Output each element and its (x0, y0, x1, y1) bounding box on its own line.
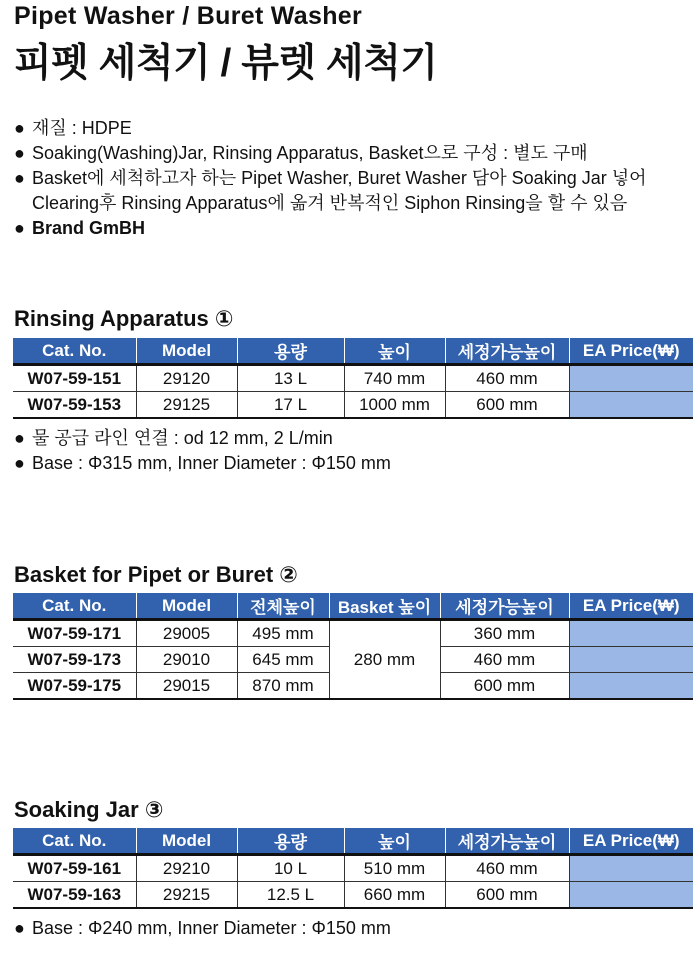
total-height-cell: 645 mm (237, 647, 329, 673)
col-header-basket-height: Basket 높이 (329, 593, 440, 620)
intro-bullet-components: ● Soaking(Washing)Jar, Rinsing Apparatus, Basket으로 구성 : 별도 구매 (14, 141, 647, 166)
intro-bullet-usage: ● Basket에 세척하고자 하는 Pipet Washer, Buret Washer 담아 Soaking Jar 넣어 (14, 166, 647, 191)
model-cell: 29010 (136, 647, 237, 673)
basket-height-cell: 280 mm (329, 620, 440, 700)
model-cell: 29210 (136, 855, 237, 882)
table-header-row (13, 338, 693, 365)
price-cell (569, 620, 693, 647)
clean-height-cell: 360 mm (440, 620, 569, 647)
bullet-icon: ● (14, 918, 25, 938)
price-cell (569, 647, 693, 673)
rinsing-table (13, 338, 693, 419)
height-cell: 740 mm (344, 365, 445, 392)
clean-height-cell: 460 mm (445, 365, 569, 392)
cat-no-cell: W07-59-171 (13, 620, 136, 647)
clean-height-cell: 600 mm (445, 882, 569, 909)
cat-no-cell: W07-59-151 (13, 365, 136, 392)
capacity-cell: 13 L (237, 365, 344, 392)
intro-bullet-material: ● 재질 : HDPE (14, 116, 647, 141)
total-height-cell: 870 mm (237, 673, 329, 700)
table-header-row (13, 593, 693, 620)
section-title-basket: Basket for Pipet or Buret ② (14, 562, 298, 587)
cat-no-cell: W07-59-153 (13, 392, 136, 419)
col-header-model: Model (136, 593, 237, 620)
table-row (13, 882, 693, 909)
bullet-icon: ● (14, 453, 25, 473)
intro-bullets (14, 116, 647, 241)
model-cell: 29215 (136, 882, 237, 909)
height-cell: 660 mm (344, 882, 445, 909)
col-header-price: EA Price(₩) (569, 338, 693, 365)
bullet-icon: ● (14, 143, 25, 163)
col-header-cat-no: Cat. No. (13, 338, 136, 365)
rinsing-note-water: ● 물 공급 라인 연결 : od 12 mm, 2 L/min (14, 426, 391, 451)
col-header-height: 높이 (344, 828, 445, 855)
basket-table (13, 593, 693, 700)
model-cell: 29125 (136, 392, 237, 419)
col-header-capacity: 용량 (237, 338, 344, 365)
intro-bullet-usage-continued: Clearing후 Rinsing Apparatus에 옮겨 반복적인 Siphon Rinsing을 할 수 있음 (32, 193, 628, 213)
col-header-price: EA Price(₩) (569, 593, 693, 620)
price-cell (569, 855, 693, 882)
col-header-model: Model (136, 338, 237, 365)
bullet-icon: ● (14, 428, 25, 448)
clean-height-cell: 600 mm (440, 673, 569, 700)
model-cell: 29005 (136, 620, 237, 647)
col-header-clean-height: 세정가능높이 (445, 338, 569, 365)
page-title-english: Pipet Washer / Buret Washer (14, 2, 362, 30)
col-header-total-height: 전체높이 (237, 593, 329, 620)
model-cell: 29120 (136, 365, 237, 392)
clean-height-cell: 460 mm (440, 647, 569, 673)
cat-no-cell: W07-59-173 (13, 647, 136, 673)
capacity-cell: 10 L (237, 855, 344, 882)
cat-no-cell: W07-59-175 (13, 673, 136, 700)
soaking-table (13, 828, 693, 909)
table-row (13, 392, 693, 419)
table-row (13, 855, 693, 882)
rinsing-note-base: ● Base : Φ315 mm, Inner Diameter : Φ150 mm (14, 451, 391, 476)
cat-no-cell: W07-59-161 (13, 855, 136, 882)
height-cell: 1000 mm (344, 392, 445, 419)
clean-height-cell: 600 mm (445, 392, 569, 419)
bullet-icon: ● (14, 168, 25, 188)
section-title-soaking: Soaking Jar ③ (14, 797, 164, 822)
price-cell (569, 365, 693, 392)
col-header-model: Model (136, 828, 237, 855)
soaking-note-base: ● Base : Φ240 mm, Inner Diameter : Φ150 mm (14, 916, 391, 941)
price-cell (569, 882, 693, 909)
intro-bullet-brand: ● Brand GmBH (14, 216, 647, 241)
col-header-capacity: 용량 (237, 828, 344, 855)
model-cell: 29015 (136, 673, 237, 700)
table-row (13, 620, 693, 647)
capacity-cell: 12.5 L (237, 882, 344, 909)
table-row (13, 365, 693, 392)
table-header-row (13, 828, 693, 855)
col-header-cat-no: Cat. No. (13, 593, 136, 620)
bullet-icon: ● (14, 118, 25, 138)
page-title-korean: 피펫 세척기 / 뷰렛 세척기 (14, 42, 438, 85)
soaking-notes (14, 916, 391, 941)
price-cell (569, 673, 693, 700)
section-title-rinsing: Rinsing Apparatus ① (14, 306, 234, 331)
bullet-icon: ● (14, 218, 25, 238)
total-height-cell: 495 mm (237, 620, 329, 647)
clean-height-cell: 460 mm (445, 855, 569, 882)
rinsing-notes (14, 426, 391, 476)
cat-no-cell: W07-59-163 (13, 882, 136, 909)
col-header-clean-height: 세정가능높이 (440, 593, 569, 620)
col-header-clean-height: 세정가능높이 (445, 828, 569, 855)
price-cell (569, 392, 693, 419)
height-cell: 510 mm (344, 855, 445, 882)
col-header-height: 높이 (344, 338, 445, 365)
capacity-cell: 17 L (237, 392, 344, 419)
col-header-price: EA Price(₩) (569, 828, 693, 855)
col-header-cat-no: Cat. No. (13, 828, 136, 855)
